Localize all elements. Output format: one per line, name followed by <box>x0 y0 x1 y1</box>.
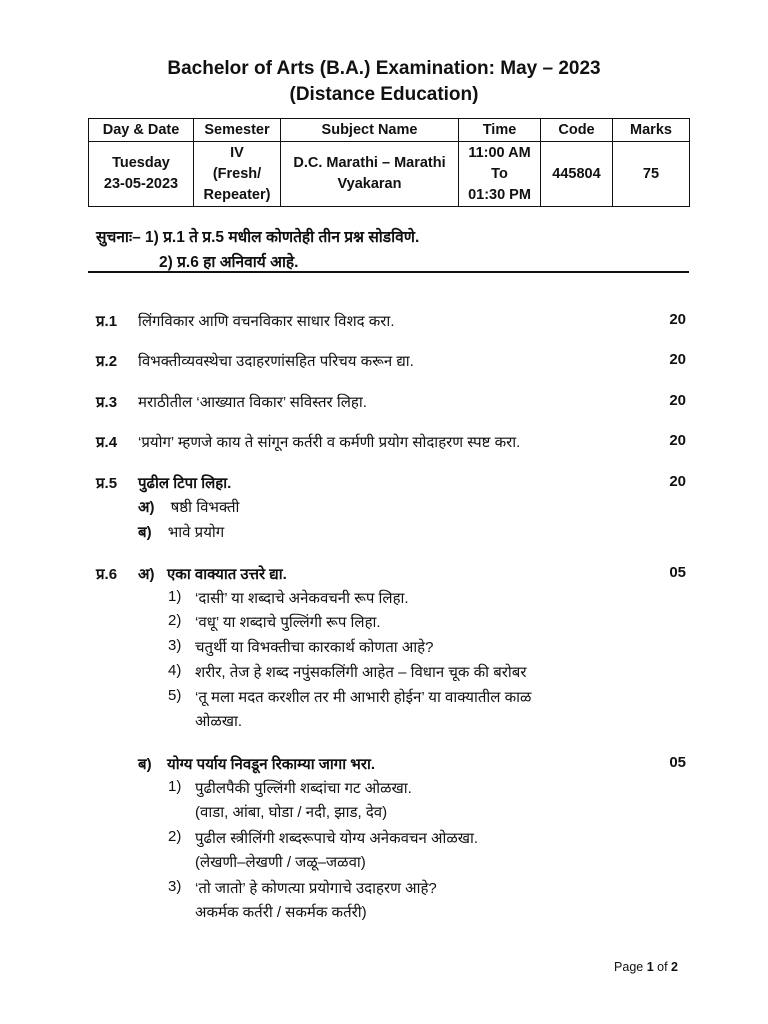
question-text: पुढील टिपा लिहा. <box>138 475 232 492</box>
question-6-part-b <box>96 754 686 776</box>
semester-line-1: IV <box>230 144 244 161</box>
question-3 <box>96 392 686 414</box>
q6-part-a-marks: 05 <box>669 564 686 581</box>
question-5 <box>96 473 686 495</box>
page-current: 1 <box>646 960 654 974</box>
cell-subject-name <box>281 142 459 207</box>
instruction-line-1: सुचनाः– 1) प्र.1 ते प्र.5 मधील कोणतेही तीन प्रश्न सोडविणे. <box>96 229 420 246</box>
question-number: प्र.2 <box>96 353 118 370</box>
table-row <box>89 142 690 207</box>
table-header-row <box>89 119 690 142</box>
subject-line-2: Vyakaran <box>337 176 402 192</box>
item-number: 3) <box>168 878 182 895</box>
item-number: 5) <box>168 687 182 704</box>
day-text: Tuesday <box>112 155 170 171</box>
header-code: Code <box>541 119 613 142</box>
sub-label: अ) <box>138 499 155 516</box>
cell-marks: 75 <box>613 142 690 207</box>
question-text: विभक्तीव्यवस्थेचा उदाहरणांसहित परिचय करून द्या. <box>138 353 414 370</box>
item-text: ‘दासी’ या शब्दाचे अनेकवचनी रूप लिहा. <box>195 590 409 607</box>
question-4 <box>96 432 686 454</box>
item-number: 1) <box>168 778 182 795</box>
cell-day-date <box>89 142 194 207</box>
question-marks: 20 <box>669 392 686 409</box>
question-number: प्र.3 <box>96 394 118 411</box>
time-line-2: To <box>491 165 508 182</box>
time-line-3: 01:30 PM <box>468 186 531 203</box>
item-text: पुढील स्त्रीलिंगी शब्दरूपाचे योग्य अनेकवचन ओळखा. <box>195 830 479 847</box>
time-line-1: 11:00 AM <box>468 144 531 161</box>
question-text: ‘प्रयोग’ म्हणजे काय ते सांगून कर्तरी व कर्मणी प्रयोग सोदाहरण स्पष्ट करा. <box>138 434 521 451</box>
question-marks: 20 <box>669 311 686 328</box>
item-text: शरीर, तेज हे शब्द नपुंसकलिंगी आहेत – विधान चूक की बरोबर <box>195 664 527 681</box>
question-text: मराठीतील ‘आख्यात विकार’ सविस्तर लिहा. <box>138 394 367 411</box>
question-6 <box>96 564 686 586</box>
page-footer <box>614 960 678 974</box>
item-text: ‘तू मला मदत करशील तर मी आभारी होईन’ या वाक्यातील काळ <box>195 689 532 706</box>
question-text: लिंगविकार आणि वचनविकार साधार विशद करा. <box>138 313 395 330</box>
subject-line-1: D.C. Marathi – Marathi <box>293 155 446 171</box>
item-text-continued: ओळखा. <box>195 713 243 730</box>
semester-line-2: (Fresh/ <box>212 165 262 182</box>
q6-part-a-label: अ) <box>138 566 155 583</box>
item-number: 1) <box>168 588 182 605</box>
question-number: प्र.1 <box>96 313 118 330</box>
question-marks: 20 <box>669 432 686 449</box>
item-number: 2) <box>168 828 182 845</box>
item-text: चतुर्थी या विभक्तीचा कारकार्थ कोणता आहे? <box>195 639 434 656</box>
date-text: 23-05-2023 <box>103 176 179 192</box>
item-number: 2) <box>168 612 182 629</box>
cell-code: 445804 <box>541 142 613 207</box>
question-number: प्र.4 <box>96 434 118 451</box>
item-text: पुढीलपैकी पुल्लिंगी शब्दांचा गट ओळखा. <box>195 780 412 797</box>
q6-part-a-heading: एका वाक्यात उत्तरे द्या. <box>167 566 287 583</box>
sub-label: ब) <box>138 524 152 541</box>
sub-text: षष्ठी विभक्ती <box>170 499 240 516</box>
header-subject-name: Subject Name <box>281 119 459 142</box>
item-number: 3) <box>168 637 182 654</box>
cell-semester <box>194 142 281 207</box>
q6-part-b-heading: योग्य पर्याय निवडून रिकाम्या जागा भरा. <box>167 756 376 773</box>
exam-info-table <box>88 118 690 207</box>
page-total: 2 <box>671 960 678 974</box>
item-options: (लेखणी–लेखणी / जळू–जळवा) <box>195 854 366 871</box>
item-options: (वाडा, आंबा, घोडा / नदी, झाड, देव) <box>195 804 388 821</box>
question-2 <box>96 351 686 373</box>
question-marks: 20 <box>669 473 686 490</box>
header-semester: Semester <box>194 119 281 142</box>
page-of: of <box>653 960 672 974</box>
q5-sub-a <box>138 497 239 517</box>
exam-subtitle: (Distance Education) <box>289 84 479 105</box>
question-1 <box>96 311 686 333</box>
divider-line <box>88 271 689 273</box>
header-day-date: Day & Date <box>89 119 194 142</box>
question-marks: 20 <box>669 351 686 368</box>
cell-time <box>459 142 541 207</box>
q5-sub-b <box>138 522 224 542</box>
sub-text: भावे प्रयोग <box>167 524 225 541</box>
item-number: 4) <box>168 662 182 679</box>
question-number: प्र.6 <box>96 566 118 583</box>
q6-part-b-label: ब) <box>138 756 152 773</box>
question-number: प्र.5 <box>96 475 118 492</box>
exam-title: Bachelor of Arts (B.A.) Examination: May – 2023 <box>167 58 601 79</box>
header-marks: Marks <box>613 119 690 142</box>
item-options: अकर्मक कर्तरी / सकर्मक कर्तरी) <box>195 904 367 921</box>
instruction-line-2: 2) प्र.6 हा अनिवार्य आहे. <box>159 254 299 271</box>
header-time: Time <box>459 119 541 142</box>
semester-line-3: Repeater) <box>203 186 271 203</box>
item-text: ‘तो जातो’ हे कोणत्या प्रयोगाचे उदाहरण आहे? <box>195 880 437 897</box>
q6-part-b-marks: 05 <box>669 754 686 771</box>
item-text: ‘वधू’ या शब्दाचे पुल्लिंगी रूप लिहा. <box>195 614 381 631</box>
page-prefix: Page <box>614 960 647 974</box>
